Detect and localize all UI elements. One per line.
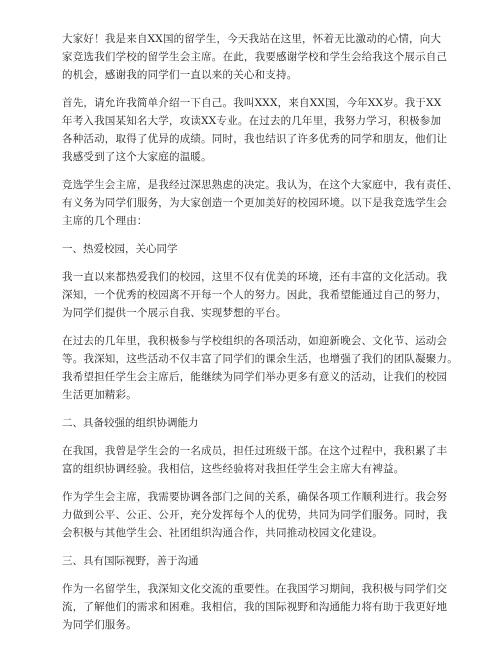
text-line: 在我国，我曾是学生会的一名成员，担任过班级干部。在这个过程中，我积累了丰 <box>62 445 448 457</box>
text-line: 主席的几个理由： <box>62 215 148 227</box>
paragraph-greeting <box>62 30 448 84</box>
text-line: 我感受到了这个大家庭的温暖。 <box>62 151 212 163</box>
text-line: 为同学们提供一个展示自我、实现梦想的平台。 <box>62 307 287 319</box>
paragraph-experience <box>62 442 448 478</box>
text-line: 作为学生会主席，我需要协调各部门之间的关系，确保各项工作顺利进行。我会努 <box>62 491 448 503</box>
text-line: 深知，一个优秀的校园离不开每一个人的努力。因此，我希望能通过自己的努力， <box>62 289 448 301</box>
text-line: 家竞选我们学校的留学生会主席。在此，我要感谢学校和学生会给我这个展示自己 <box>62 51 448 63</box>
paragraph-introduction <box>62 94 448 166</box>
text-line: 在过去的几年里，我积极参与学校组织的各项活动，如迎新晚会、文化节、运动会 <box>62 335 448 347</box>
paragraph-love-campus <box>62 268 448 322</box>
text-line: 我一直以来都热爱我们的校园，这里不仅有优美的环境，还有丰富的文化活动。我 <box>62 271 448 283</box>
text-line: 有义务为同学们服务，为大家创造一个更加美好的校园环境。以下是我竞选学生会 <box>62 197 448 209</box>
section-heading-3: 三、具有国际视野，善于沟通 <box>62 555 199 567</box>
document-page <box>62 30 458 644</box>
text-line: 的机会，感谢我的同学们一直以来的关心和支持。 <box>62 69 298 81</box>
paragraph-coordination <box>62 488 448 542</box>
text-line: 流，了解他们的需求和困难。我相信，我的国际视野和沟通能力将有助于我更好地 <box>62 601 448 613</box>
text-line: 富的组织协调经验。我相信，这些经验将对我担任学生会主席大有裨益。 <box>62 463 405 475</box>
paragraph-activities <box>62 332 458 404</box>
text-line: 作为一名留学生，我深知文化交流的重要性。在我国学习期间，我积极与同学们交 <box>62 583 448 595</box>
section-heading-2: 二、具备较强的组织协调能力 <box>62 417 199 429</box>
text-line: 力做到公平、公正、公开，充分发挥每个人的优势，共同为同学们服务。同时，我 <box>62 509 448 521</box>
text-line: 竞选学生会主席，是我经过深思熟虑的决定。我认为，在这个大家庭中，我有责任、 <box>62 179 458 191</box>
paragraph-international <box>62 580 448 634</box>
text-line: 大家好！我是来自XX国的留学生，今天我站在这里，怀着无比激动的心情，向大 <box>62 33 442 45</box>
text-line: 等。我深知，这些活动不仅丰富了同学们的课余生活，也增强了我们的团队凝聚力。 <box>62 353 458 365</box>
text-line: 首先，请允许我简单介绍一下自己。我叫XXX，来自XX国，今年XX岁。我于XX <box>62 97 442 109</box>
text-line: 为同学们服务。 <box>62 619 137 631</box>
text-line: 生活更加精彩。 <box>62 389 137 401</box>
paragraph-decision <box>62 176 458 230</box>
text-line: 我希望担任学生会主席后，能继续为同学们举办更多有意义的活动，让我们的校园 <box>62 371 448 383</box>
text-line: 会积极与其他学生会、社团组织沟通合作，共同推动校园文化建设。 <box>62 527 383 539</box>
text-line: 各种活动，取得了优异的成绩。同时，我也结识了许多优秀的同学和朋友，他们让 <box>62 133 448 145</box>
section-heading-1: 一、热爱校园，关心同学 <box>62 243 178 255</box>
text-line: 年考入我国某知名大学，攻读XX专业。在过去的几年里，我努力学习，积极参加 <box>62 115 442 127</box>
